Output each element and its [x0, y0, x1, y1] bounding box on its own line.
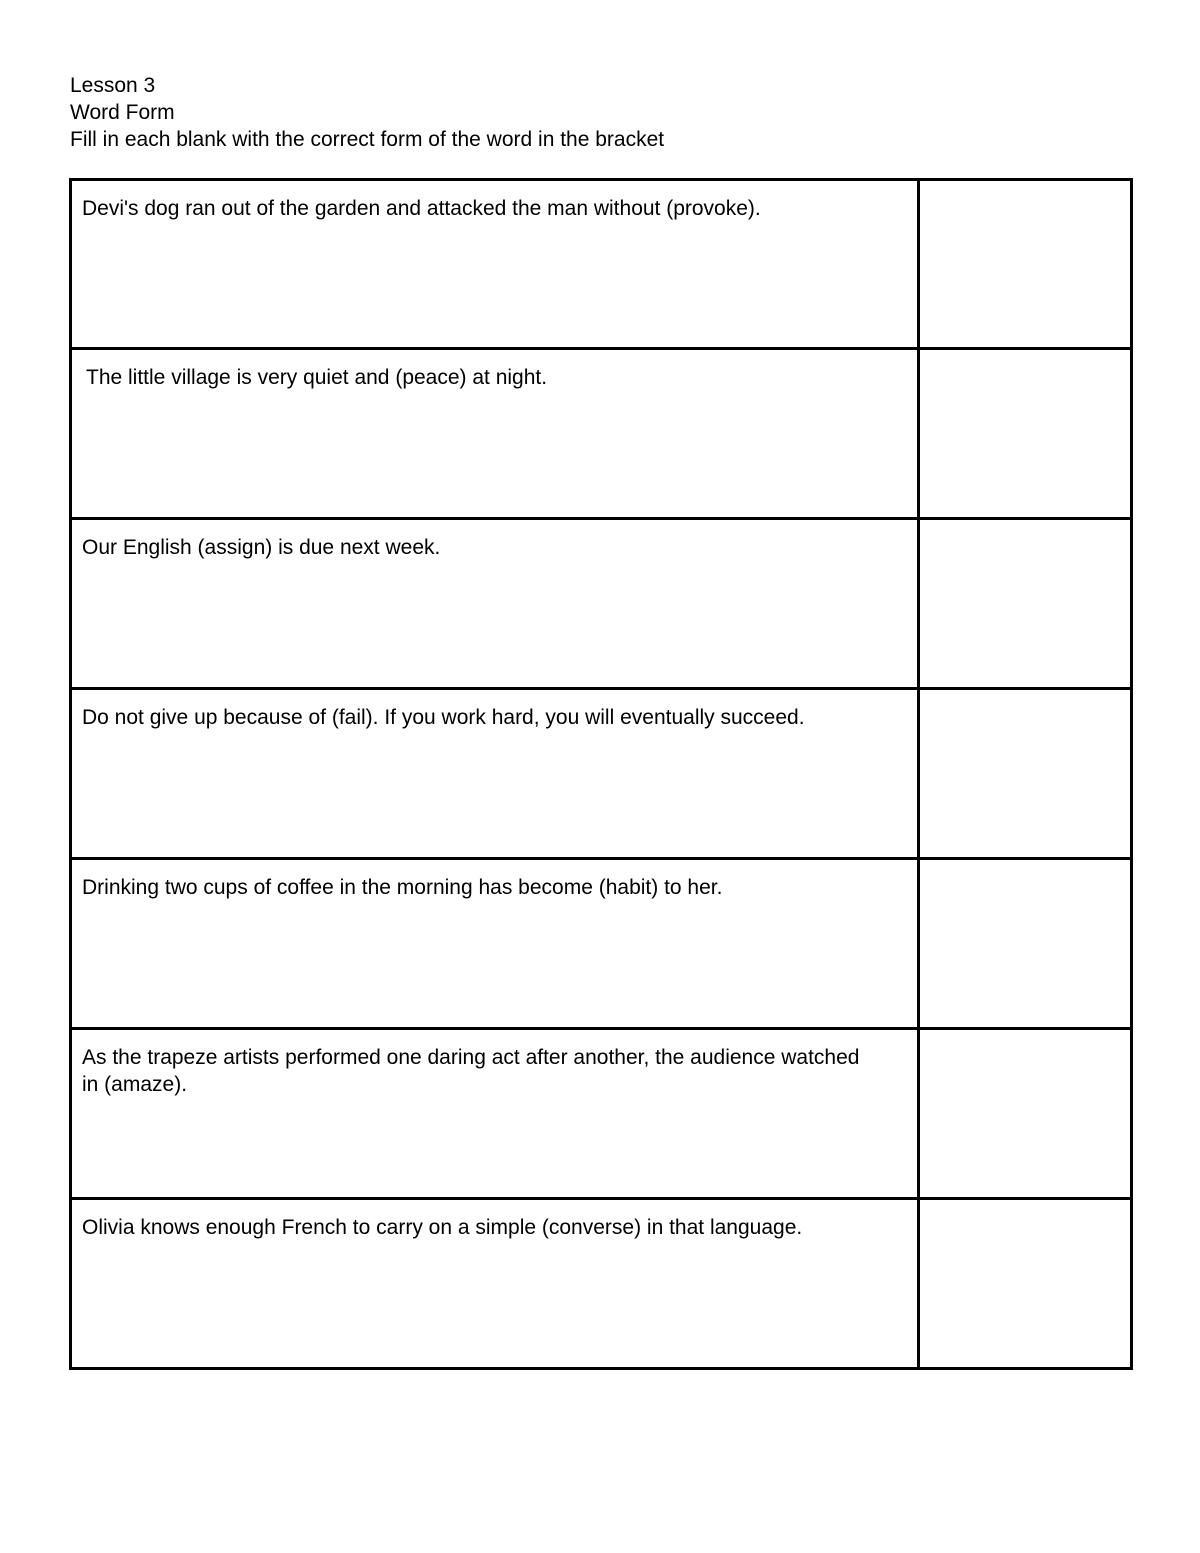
question-row [71, 859, 1132, 1029]
question-cell [71, 1199, 919, 1369]
question-cell [71, 689, 919, 859]
question-row [71, 349, 1132, 519]
question-table [69, 178, 1133, 1370]
answer-cell[interactable] [919, 859, 1132, 1029]
question-text: As the trapeze artists performed one daring act after another, the audience watched in (amaze). [82, 1046, 860, 1096]
topic-title: Word Form [70, 101, 175, 124]
lesson-title: Lesson 3 [70, 74, 156, 97]
answer-cell[interactable] [919, 1199, 1132, 1369]
question-text: Devi's dog ran out of the garden and attacked the man without (provoke). [82, 197, 761, 220]
question-text: Our English (assign) is due next week. [82, 536, 441, 559]
answer-cell[interactable] [919, 349, 1132, 519]
question-row [71, 1199, 1132, 1369]
answer-cell[interactable] [919, 180, 1132, 349]
question-text: Drinking two cups of coffee in the morning has become (habit) to her. [82, 876, 723, 899]
question-row [71, 1029, 1132, 1199]
question-row [71, 519, 1132, 689]
instructions: Fill in each blank with the correct form of the word in the bracket [70, 128, 665, 151]
answer-cell[interactable] [919, 1029, 1132, 1199]
question-cell [71, 349, 919, 519]
question-row [71, 180, 1132, 349]
question-text: Olivia knows enough French to carry on a simple (converse) in that language. [82, 1216, 803, 1239]
question-text: The little village is very quiet and (peace) at night. [86, 366, 548, 389]
question-cell [71, 180, 919, 349]
answer-cell[interactable] [919, 689, 1132, 859]
question-cell [71, 859, 919, 1029]
answer-cell[interactable] [919, 519, 1132, 689]
question-cell [71, 1029, 919, 1199]
question-text: Do not give up because of (fail). If you work hard, you will eventually succeed. [82, 706, 805, 729]
worksheet-header [70, 72, 664, 153]
question-cell [71, 519, 919, 689]
question-row [71, 689, 1132, 859]
